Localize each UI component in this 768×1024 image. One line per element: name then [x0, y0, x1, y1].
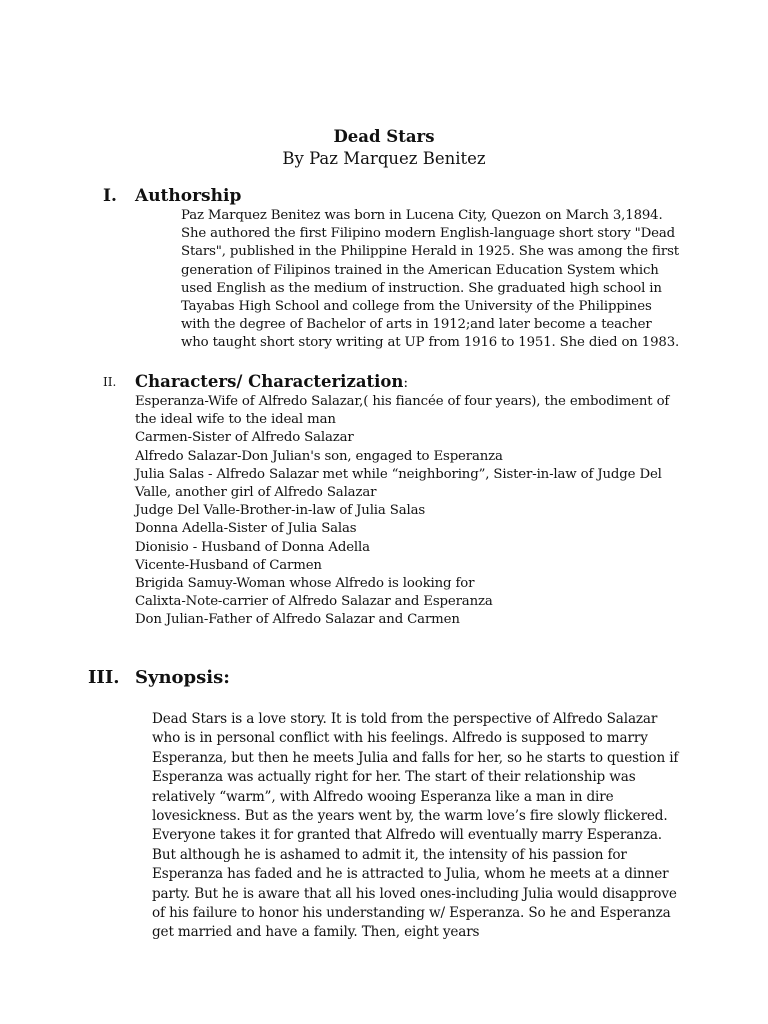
list-item: Donna Adella-Sister of Julia Salas — [135, 521, 357, 537]
document-title: Dead Stars — [333, 127, 435, 146]
section-heading-synopsis: Synopsis: — [135, 667, 230, 688]
document-author-line: By Paz Marquez Benitez — [282, 149, 486, 168]
list-item: Brigida Samuy-Woman whose Alfredo is looking for — [135, 576, 475, 592]
authorship-paragraph: Paz Marquez Benitez was born in Lucena City, Quezon on March 3,1894. She authored the first Filipino modern English-language short story "Dead Stars", published in the Philippine Herald in 1925. She was among the first generation of Filipinos trained in the American Education System which used English as the medium of instruction. She graduated high school in Tayabas High School and college from the University of the Philippines with the degree of Bachelor of arts in 1912;and later become a teacher who taught short story writing at UP from 1916 to 1951. She died on 1983. — [181, 208, 680, 351]
section-heading-authorship: Authorship — [135, 186, 242, 206]
list-item: Alfredo Salazar-Don Julian's son, engaged to Esperanza — [135, 448, 503, 464]
section-heading-characters-text: Characters/ Characterization — [135, 372, 404, 391]
section-number-synopsis: III. — [88, 667, 120, 688]
list-item: Judge Del Valle-Brother-in-law of Julia Salas — [135, 503, 426, 519]
list-item: Carmen-Sister of Alfredo Salazar — [135, 430, 354, 446]
section-number-authorship: I. — [103, 186, 117, 206]
list-item: Julia Salas - Alfredo Salazar met while “neighboring”, Sister-in-law of Judge Del Valle, another girl of Alfredo Salazar — [135, 466, 662, 501]
list-item: Dionisio - Husband of Donna Adella — [135, 539, 370, 555]
character-list — [135, 393, 680, 630]
section-heading-characters — [135, 372, 408, 391]
synopsis-paragraph: Dead Stars is a love story. It is told from the perspective of Alfredo Salazar who is in personal conflict with his feelings. Alfredo is supposed to marry Esperanza, but then he meets Julia and falls for her, so he starts to question if Esperanza was actually right for her. The start of their relationship was relatively “warm”, with Alfredo wooing Esperanza like a man in dire lovesickness. But as the years went by, the warm love’s fire slowly flickered. Everyone takes it for granted that Alfredo will eventually marry Esperanza. But although he is ashamed to admit it, the intensity of his passion for Esperanza has faded and he is attracted to Julia, whom he meets at a dinner party. But he is aware that all his loved ones-including Julia would disapprove of his failure to honor his understanding w/ Esperanza. So he and Esperanza get married and have a family. Then, eight years — [152, 711, 679, 941]
list-item: Esperanza-Wife of Alfredo Salazar,( his fiancée of four years), the embodiment of the ideal wife to the ideal man — [135, 394, 670, 428]
list-item: Don Julian-Father of Alfredo Salazar and Carmen — [135, 612, 460, 628]
section-number-characters: II. — [103, 375, 117, 389]
list-item: Vicente-Husband of Carmen — [135, 557, 322, 573]
list-item: Calixta-Note-carrier of Alfredo Salazar and Esperanza — [135, 594, 493, 610]
section-heading-characters-colon: : — [403, 375, 409, 391]
